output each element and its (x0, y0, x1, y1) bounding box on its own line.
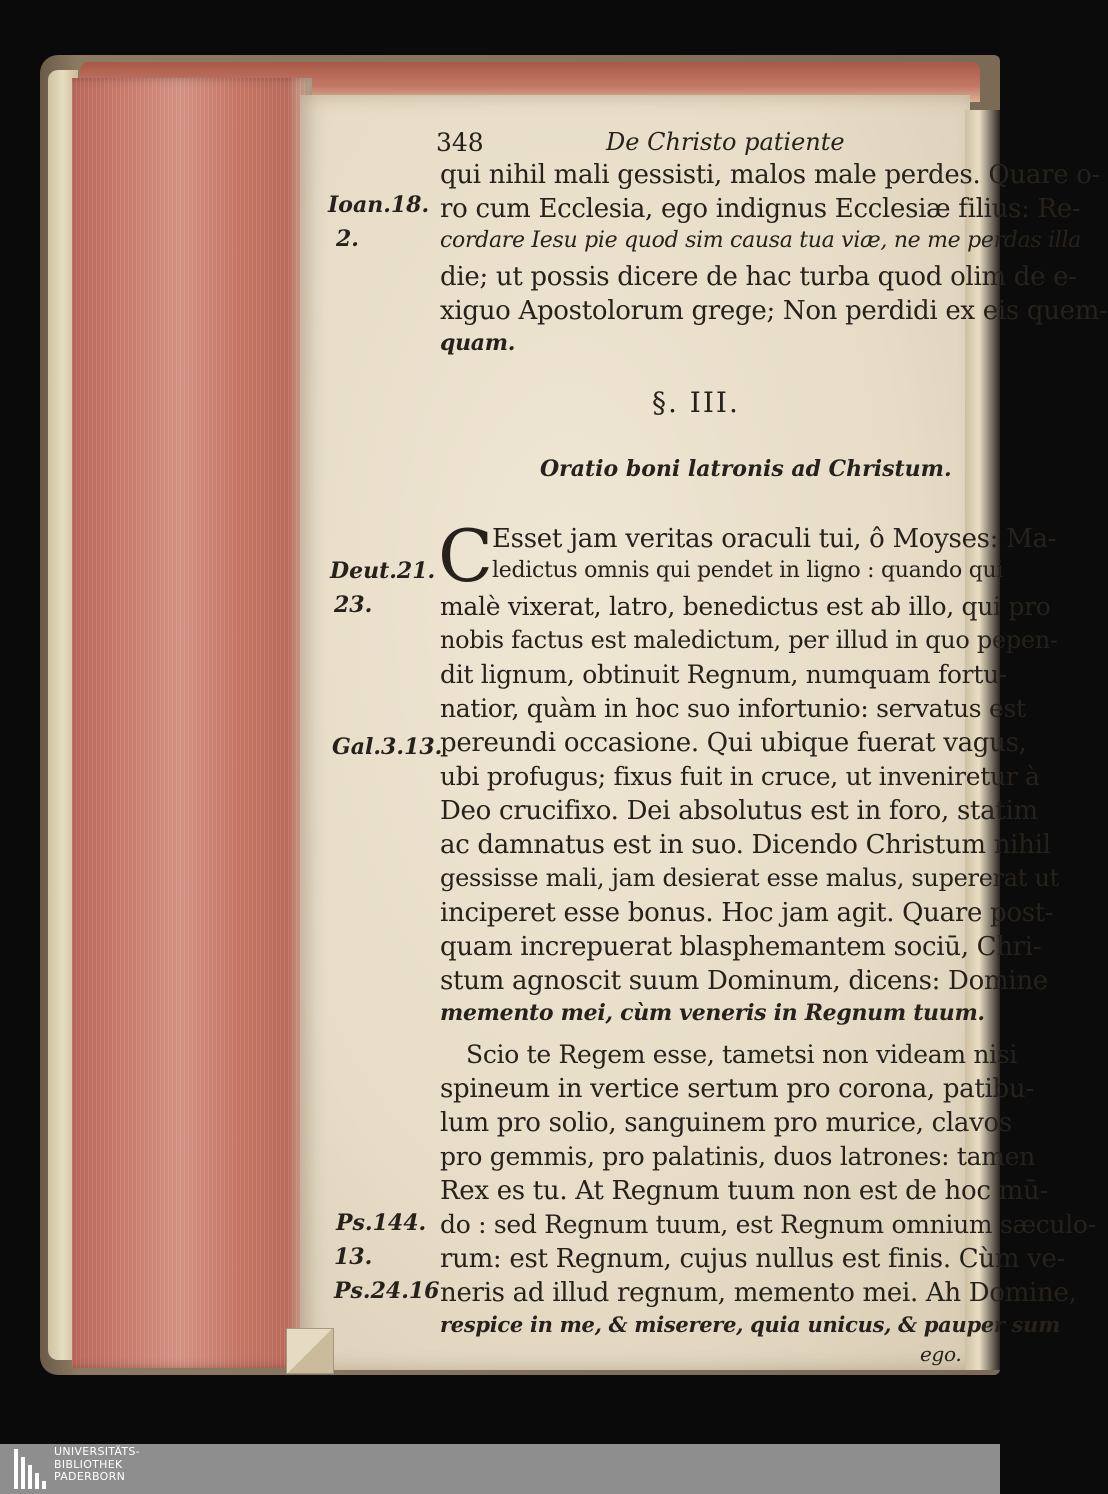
text-line: quam. (440, 330, 516, 356)
library-name-line: BIBLIOTHEK (54, 1457, 123, 1471)
text-line: quam increpuerat blasphemantem sociū, Chri- (440, 932, 1042, 962)
text-line: do : sed Regnum tuum, est Regnum omnium sæculo- (440, 1210, 1096, 1239)
text-line: nobis factus est maledictum, per illud in quo pepen- (440, 626, 1058, 654)
text-line: Esset jam veritas oraculi tui, ô Moyses: Ma- (492, 524, 1057, 554)
text-line: die; ut possis dicere de hac turba quod olim de e- (440, 262, 1077, 292)
text-line: memento mei, cùm veneris in Regnum tuum. (440, 1000, 985, 1026)
text-line: ledictus omnis qui pendet in ligno : quando qui (492, 558, 1004, 583)
library-footer-banner (0, 1444, 1000, 1494)
text-line: Deo crucifixo. Dei absolutus est in foro, statim (440, 796, 1038, 826)
running-head: De Christo patiente (606, 128, 845, 156)
text-line: spineum in vertice sertum pro corona, patibu- (440, 1074, 1034, 1104)
text-line: ro cum Ecclesia, ego indignus Ecclesiæ filius: Re- (440, 194, 1081, 224)
drop-cap: C (438, 514, 494, 598)
margin-note: 23. (334, 592, 373, 618)
text-line: qui nihil mali gessisti, malos male perdes. Quare o- (440, 160, 1101, 190)
text-line: gessisse mali, jam desierat esse malus, supererat ut (440, 864, 1059, 892)
text-line: stum agnoscit suum Dominum, dicens: Domine (440, 966, 1048, 996)
text-line: ac damnatus est in suo. Dicendo Christum nihil (440, 830, 1051, 860)
text-line: ego. (920, 1342, 962, 1366)
section-subheading: Oratio boni latronis ad Christum. (540, 456, 952, 482)
page-corner-fold (286, 1328, 334, 1374)
text-line: Rex es tu. At Regnum tuum non est de hoc mū- (440, 1176, 1048, 1206)
library-logo-icon (14, 1449, 46, 1489)
text-line: Scio te Regem esse, tametsi non videam nisi (466, 1040, 1018, 1069)
text-line: lum pro solio, sanguinem pro murice, clavos (440, 1108, 1012, 1138)
margin-note: 13. (334, 1244, 373, 1270)
margin-note: Ps.144. (336, 1210, 427, 1236)
text-line: rum: est Regnum, cujus nullus est finis. Cùm ve- (440, 1244, 1066, 1274)
text-line: ubi profugus; fixus fuit in cruce, ut inveniretur à (440, 762, 1040, 791)
library-name-line: UNIVERSITÄTS- (54, 1445, 140, 1458)
text-line: dit lignum, obtinuit Regnum, numquam fortu- (440, 660, 1008, 689)
text-line: xiguo Apostolorum grege; Non perdidi ex eis quem- (440, 296, 1108, 326)
margin-note: Ps.24.16 (334, 1278, 440, 1304)
text-line: neris ad illud regnum, memento mei. Ah Domine, (440, 1278, 1077, 1308)
margin-note: 2. (336, 226, 359, 252)
page-number: 348 (436, 128, 484, 157)
text-line: natior, quàm in hoc suo infortunio: servatus est (440, 694, 1026, 723)
text-line: malè vixerat, latro, benedictus est ab illo, qui pro (440, 592, 1051, 621)
text-line: respice in me, & miserere, quia unicus, & pauper sum (440, 1312, 1061, 1337)
section-heading: §. III. (652, 386, 740, 419)
text-line: pro gemmis, pro palatinis, duos latrones: tamen (440, 1142, 1035, 1171)
margin-note: Deut.21. (330, 558, 436, 584)
library-name (54, 1446, 140, 1484)
margin-note: Gal.3.13. (332, 734, 443, 760)
text-line: cordare Iesu pie quod sim causa tua viæ, ne me perdas illa (440, 228, 1082, 253)
red-page-edges (72, 78, 312, 1368)
margin-note: Ioan.18. (328, 192, 430, 218)
library-name-line: PADERBORN (54, 1470, 126, 1483)
text-line: pereundi occasione. Qui ubique fuerat vagus, (440, 728, 1027, 758)
text-line: inciperet esse bonus. Hoc jam agit. Quare post- (440, 898, 1054, 928)
